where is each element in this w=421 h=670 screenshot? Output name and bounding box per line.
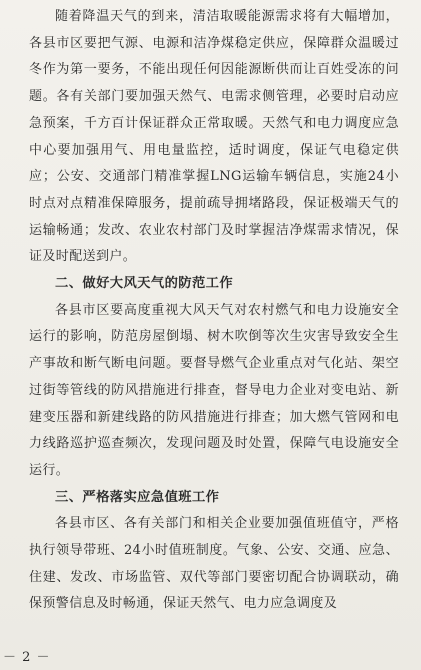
section-two-heading: 二、做好大风天气的防范工作 bbox=[55, 276, 234, 292]
section-three-paragraph: 各县市区、各有关部门和相关企业要加强值班值守，严格执行领导带班、24小时值班制度。气象、公安、交通、应急、住建、发改、市场监管、双代等部门要密切配合协调联动，确保预警信息及时畅通，保证天然气、电力应急调度及 bbox=[29, 516, 399, 612]
section-two-paragraph: 各县市区要高度重视大风天气对农村燃气和电力设施安全运行的影响，防范房屋倒塌、树木吹倒等次生灾害导致安全生产事故和断气断电问题。要督导燃气企业重点对气化站、架空过街等管线的防风措施进行排查，督导电力企业对变电站、新建变压器和新建线路的防风措施进行排查；加大燃气管网和电力线路巡护巡查频次，发现问题及时处置，保障气电设施安全运行。 bbox=[29, 302, 399, 478]
section-three-heading: 三、严格落实应急值班工作 bbox=[55, 489, 220, 505]
document-body bbox=[29, 4, 399, 618]
page-number: － 2 － bbox=[3, 650, 51, 665]
intro-paragraph: 随着降温天气的到来，清洁取暖能源需求将有大幅增加，各县市区要把气源、电源和洁净煤稳定供应，保障群众温暖过冬作为第一要务，不能出现任何因能源断供而让百姓受冻的问题。各有关部门要加强天然气、电需求侧管理，必要时启动应急预案，千方百计保证群众正常取暖。天然气和电力调度应急中心要加强用气、用电量监控，适时调度，保证气电稳定供应；公安、交通部门精准掌握LNG运输车辆信息，实施24小时点对点精准保障服务，提前疏导拥堵路段，保证极端天气的运输畅通；发改、农业农村部门及时掌握洁净煤需求情况，保证及时配送到户。 bbox=[29, 9, 399, 265]
